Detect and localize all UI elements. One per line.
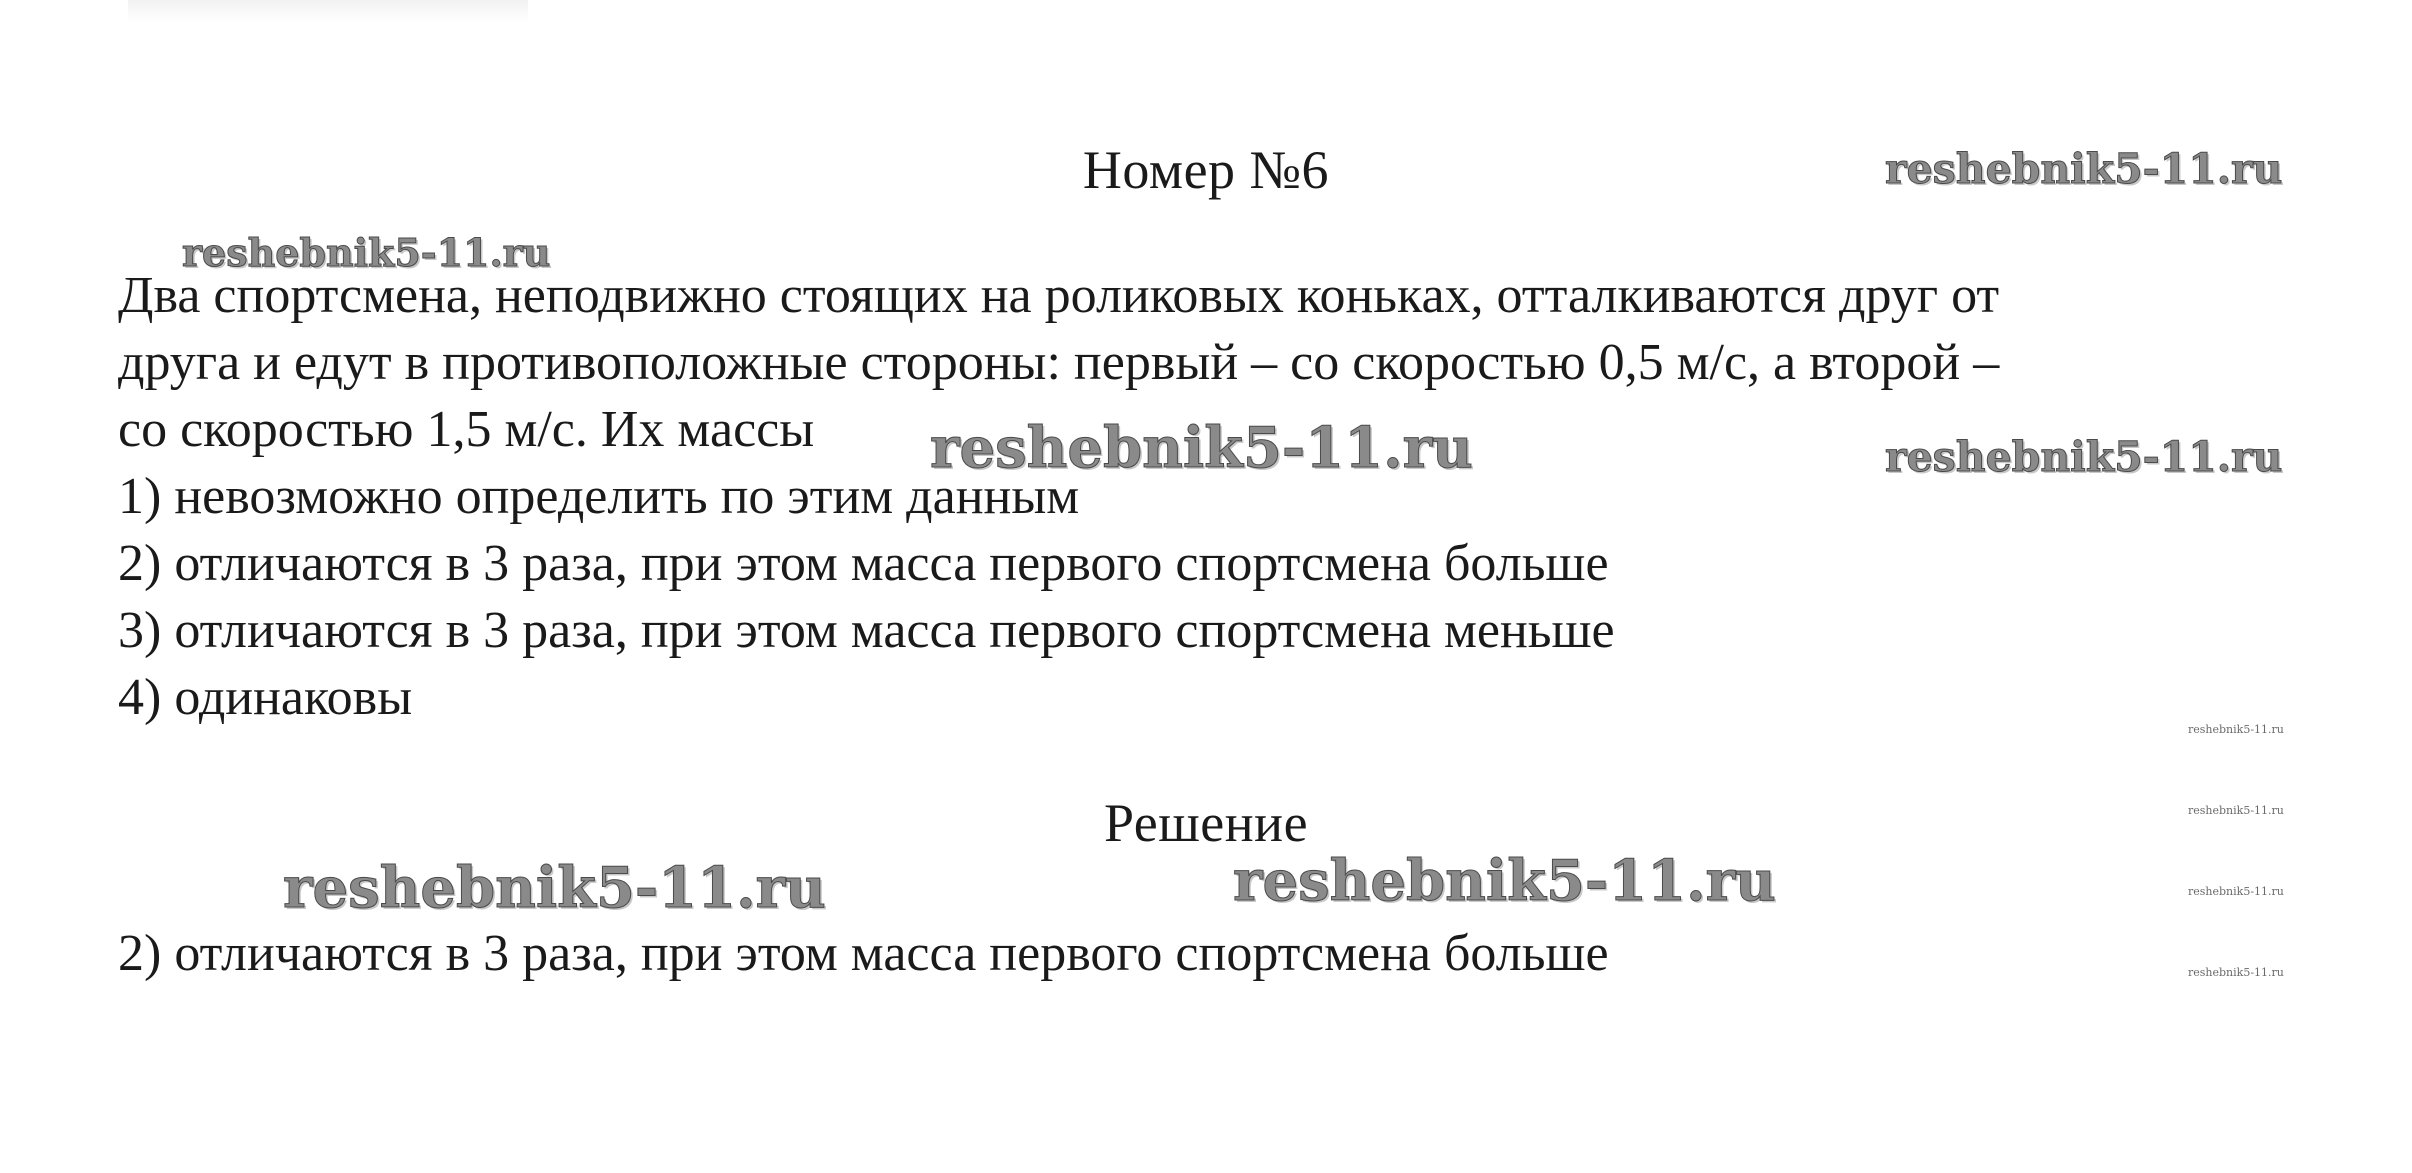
option-1: 1) невозможно определить по этим данным bbox=[118, 468, 1080, 525]
option-2: 2) отличаются в 3 раза, при этом масса первого спортсмена больше bbox=[118, 535, 1609, 592]
option-3: 3) отличаются в 3 раза, при этом масса первого спортсмена меньше bbox=[118, 602, 1615, 659]
statement-line-3: со скоростью 1,5 м/с. Их массы bbox=[118, 401, 815, 458]
scan-smudge bbox=[128, 0, 528, 22]
problem-title: Номер №6 bbox=[1082, 140, 1330, 200]
watermark-logo: reshebnik5-11.ru bbox=[2188, 885, 2284, 898]
statement-line-2: друга и едут в противоположные стороны: первый – со скоростью 0,5 м/с, а второй – bbox=[118, 334, 2000, 391]
watermark-logo: reshebnik5-11.ru bbox=[182, 230, 551, 275]
solution-answer: 2) отличаются в 3 раза, при этом масса первого спортсмена больше bbox=[118, 925, 1609, 982]
watermark-logo: reshebnik5-11.ru bbox=[1885, 433, 2283, 481]
watermark-logo: reshebnik5-11.ru bbox=[283, 855, 826, 921]
watermark-logo: reshebnik5-11.ru bbox=[2188, 966, 2284, 979]
watermark-logo: reshebnik5-11.ru bbox=[2188, 723, 2284, 736]
statement-line-1: Два спортсмена, неподвижно стоящих на роликовых коньках, отталкиваются друг от bbox=[118, 267, 2000, 324]
watermark-logo: reshebnik5-11.ru bbox=[1233, 848, 1776, 914]
option-4: 4) одинаковы bbox=[118, 669, 413, 726]
watermark-logo: reshebnik5-11.ru bbox=[930, 415, 1473, 481]
watermark-logo: reshebnik5-11.ru bbox=[2188, 804, 2284, 817]
solution-title: Решение bbox=[1103, 793, 1309, 853]
watermark-logo: reshebnik5-11.ru bbox=[1885, 145, 2283, 193]
